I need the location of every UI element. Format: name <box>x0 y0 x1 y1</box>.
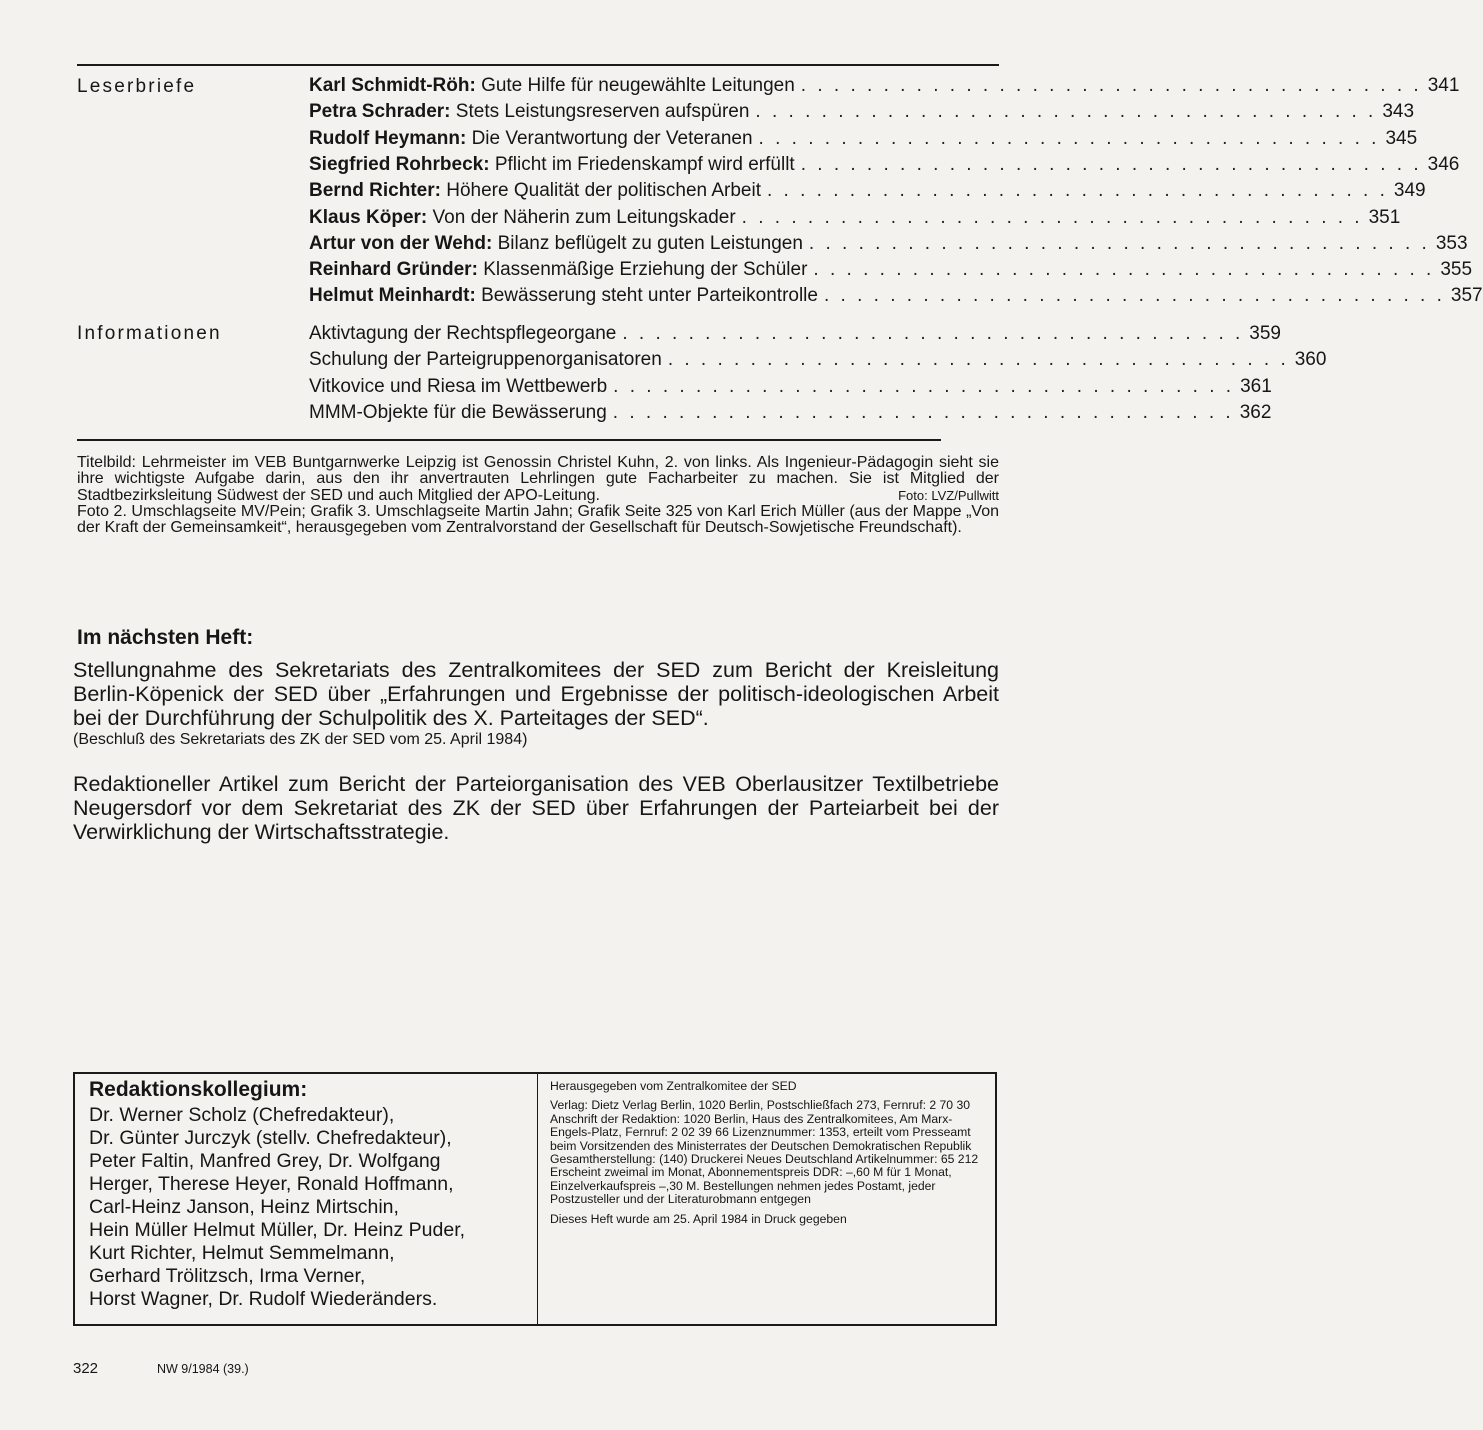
toc-entry-author: Karl Schmidt-Röh: <box>309 75 476 96</box>
toc-entry <box>309 375 1272 402</box>
toc-dot-leader: . . . . . . . . . . . . . . . . . . . . . . . . . . . . . . . . . . . . . . <box>667 349 1289 371</box>
toc-dot-leader: . . . . . . . . . . . . . . . . . . . . . . . . . . . . . . . . . . . . . . <box>622 323 1244 344</box>
toc-entry-page: 341 <box>1427 75 1460 96</box>
toc-entry-author: Siegfried Rohrbeck: <box>309 153 490 175</box>
toc-dot-leader: . . . . . . . . . . . . . . . . . . . . . . . . . . . . . . . . . . . . . . <box>612 401 1234 423</box>
toc-entry-page: 353 <box>1435 232 1468 254</box>
toc-entry-title: Höhere Qualität der politischen Arbeit <box>446 180 761 202</box>
kollegium-line: Peter Faltin, Manfred Grey, Dr. Wolfgang <box>89 1150 441 1172</box>
toc-entry <box>309 75 1460 101</box>
toc-entry-title: Bilanz beflügelt zu guten Leistungen <box>497 232 803 254</box>
toc-entry <box>309 232 1468 259</box>
toc-entry-page: 361 <box>1240 375 1272 397</box>
toc-entry-title: Die Verantwortung der Veteranen <box>471 127 753 149</box>
toc-entry <box>309 349 1327 375</box>
toc-entry-title: Von der Näherin zum Leitungskader <box>432 206 736 228</box>
toc-entry-title: Bewässerung steht unter Parteikontrolle <box>481 285 818 307</box>
toc-entry-page: 359 <box>1249 323 1281 344</box>
toc-dot-leader: . . . . . . . . . . . . . . . . . . . . . . . . . . . . . . . . . . . . . . <box>808 232 1430 254</box>
kollegium-line: Dr. Werner Scholz (Chefredakteur), <box>89 1104 395 1126</box>
toc-entry <box>309 259 1473 285</box>
toc-entry-page: 343 <box>1382 101 1415 123</box>
next-issue-para-2: Redaktioneller Artikel zum Bericht der Parteiorganisation des VEB Oberlausitzer Textilbetriebe Neugersdorf vor dem Sekretariat des ZK der SED über Erfahrungen der Parteiarbeit bei der Verwirklichung der Wirtschaftsstrategie. <box>73 772 999 844</box>
caption-text: Titelbild: Lehrmeister im VEB Buntgarnwerke Leipzig ist Genossin Christel Kuhn, 2. von links. Als Ingenieur-Pädagogin sieht sie ihre wichtigste Aufgabe darin, aus den ihr anvertrauten Lehrlingen gute Facharbeiter zu machen. Sie ist Mitglied der Stadtbezirksleitung Südwest der SED und auch Mitglied der APO-Leitung. <box>77 454 999 504</box>
toc-entry-title: Klassenmäßige Erziehung der Schüler <box>483 259 808 281</box>
kollegium-line: Carl-Heinz Janson, Heinz Mirtschin, <box>89 1196 399 1218</box>
issue-reference: NW 9/1984 (39.) <box>157 1362 249 1376</box>
photo-credit: Foto: LVZ/Pullwitt <box>898 487 999 503</box>
toc-dot-leader: . . . . . . . . . . . . . . . . . . . . . . . . . . . . . . . . . . . . . . <box>823 285 1445 307</box>
toc-entry-author: Reinhard Gründer: <box>309 259 478 281</box>
toc-entry-page: 362 <box>1239 401 1272 423</box>
imprint <box>550 1080 990 1226</box>
toc-entry-author: Helmut Meinhardt: <box>309 285 476 307</box>
kollegium-heading: Redaktionskollegium: <box>89 1078 308 1101</box>
redaktionskollegium <box>89 1078 529 1311</box>
box-divider <box>537 1074 538 1324</box>
toc-entry-title: Pflicht im Friedenskampf wird erfüllt <box>494 153 795 175</box>
toc-entry-page: 345 <box>1385 127 1418 149</box>
next-issue-heading: Im nächsten Heft: <box>77 626 254 649</box>
toc-entry <box>309 101 1415 127</box>
toc-entry <box>309 127 1418 154</box>
imprint-details: Verlag: Dietz Verlag Berlin, 1020 Berlin, Postschließfach 273, Fernruf: 2 70 30 Anschrift der Redaktion: 1020 Berlin, Haus des Zentralkomitees, Am Marx-Engels-Platz, Fernruf: 2 02 39 66 Lizenznummer: 1353, erteilt vom Presseamt beim Vorsitzenden des Ministerrates der Deutschen Demokratischen Republik Gesamtherstellung: (140) Druckerei Neues Deutschland Artikelnummer: 65 212 Erscheint zweimal im Monat, Abonnementspreis DDR: –,60 M für 1 Monat, Einzelverkaufspreis –,30 M. Bestellungen nehmen jedes Postamt, jeder Postzusteller und der Literaturobmann entgegen <box>550 1098 979 1207</box>
top-rule <box>77 64 999 66</box>
toc-dot-leader: . . . . . . . . . . . . . . . . . . . . . . . . . . . . . . . . . . . . . . <box>800 75 1422 96</box>
toc-entry <box>309 323 1281 349</box>
toc-entry <box>309 285 1483 311</box>
toc-dot-leader: . . . . . . . . . . . . . . . . . . . . . . . . . . . . . . . . . . . . . . <box>741 206 1363 228</box>
toc-entry-author: Rudolf Heymann: <box>309 127 467 149</box>
toc-entry-title: Aktivtagung der Rechtspflegeorgane <box>309 323 617 344</box>
toc-dot-leader: . . . . . . . . . . . . . . . . . . . . . . . . . . . . . . . . . . . . . . <box>613 375 1235 397</box>
toc-entry-title: MMM-Objekte für die Bewässerung <box>309 401 607 423</box>
toc-entry <box>309 401 1272 428</box>
toc-entry-title: Stets Leistungsreserven aufspüren <box>455 101 750 123</box>
next-issue-para-1 <box>73 658 999 750</box>
toc-entry-author: Klaus Köper: <box>309 206 428 228</box>
toc-dot-leader: . . . . . . . . . . . . . . . . . . . . . . . . . . . . . . . . . . . . . . <box>800 153 1422 175</box>
cover-caption <box>77 455 999 536</box>
toc-entry-page: 349 <box>1393 180 1426 202</box>
toc-entry-page: 346 <box>1427 153 1460 175</box>
page-number: 322 <box>73 1360 99 1377</box>
kollegium-line: Gerhard Trölitzsch, Irma Verner, <box>89 1265 366 1287</box>
toc-entry <box>309 153 1460 180</box>
section-label-leserbriefe: Leserbriefe <box>77 76 197 97</box>
toc-entry-title: Schulung der Parteigruppenorganisatoren <box>309 349 662 371</box>
kollegium-line: Horst Wagner, Dr. Rudolf Wiederänders. <box>89 1288 438 1310</box>
kollegium-line: Kurt Richter, Helmut Semmelmann, <box>89 1242 395 1264</box>
next-issue-para-1-text: Stellungnahme des Sekretariats des Zentralkomitees der SED zum Bericht der Kreisleitung Berlin-Köpenick der SED über „Erfahrungen und Ergebnisse der politisch-ideologischen Arbeit bei der Durchführung der Schulpolitik des X. Parteitages der SED“. <box>73 658 999 730</box>
section-label-informationen: Informationen <box>77 323 222 344</box>
toc-entry-page: 351 <box>1368 206 1401 228</box>
toc-entry <box>309 206 1401 233</box>
imprint-druck: Dieses Heft wurde am 25. April 1984 in Druck gegeben <box>550 1211 847 1226</box>
toc-entry-page: 357 <box>1450 285 1483 307</box>
toc-entry <box>309 180 1426 206</box>
caption-text-2: Foto 2. Umschlagseite MV/Pein; Grafik 3. Umschlagseite Martin Jahn; Grafik Seite 325 von Karl Erich Müller (aus der Mappe „Von der Kraft der Gemeinsamkeit“, herausgegeben vom Zentralvorstand der Gesellschaft für Deutsch-Sowjetische Freundschaft). <box>77 502 999 537</box>
kollegium-line: Herger, Therese Heyer, Ronald Hoffmann, <box>89 1173 454 1195</box>
kollegium-list <box>89 1104 529 1311</box>
kollegium-line: Dr. Günter Jurczyk (stellv. Chefredakteur), <box>89 1127 452 1149</box>
kollegium-line: Hein Müller Helmut Müller, Dr. Heinz Puder, <box>89 1219 466 1241</box>
toc-dot-leader: . . . . . . . . . . . . . . . . . . . . . . . . . . . . . . . . . . . . . . <box>755 101 1377 123</box>
next-issue-para-1-note: (Beschluß des Sekretariats des ZK der SED vom 25. April 1984) <box>73 731 528 748</box>
toc-dot-leader: . . . . . . . . . . . . . . . . . . . . . . . . . . . . . . . . . . . . . . <box>758 127 1380 149</box>
toc-entry-title: Gute Hilfe für neugewählte Leitungen <box>481 75 795 96</box>
mid-rule <box>77 439 941 441</box>
toc-entry-page: 360 <box>1294 349 1327 371</box>
toc-entry-author: Artur von der Wehd: <box>309 232 493 254</box>
toc-entry-title: Vitkovice und Riesa im Wettbewerb <box>309 375 608 397</box>
imprint-herausgeber: Herausgegeben vom Zentralkomitee der SED <box>550 1079 797 1093</box>
toc-dot-leader: . . . . . . . . . . . . . . . . . . . . . . . . . . . . . . . . . . . . . . <box>766 180 1388 202</box>
toc-entry-author: Petra Schrader: <box>309 101 451 123</box>
impressum-box <box>73 1072 997 1326</box>
toc-entry-author: Bernd Richter: <box>309 180 441 202</box>
toc-entry-page: 355 <box>1440 259 1473 281</box>
toc-dot-leader: . . . . . . . . . . . . . . . . . . . . . . . . . . . . . . . . . . . . . . <box>813 259 1435 281</box>
